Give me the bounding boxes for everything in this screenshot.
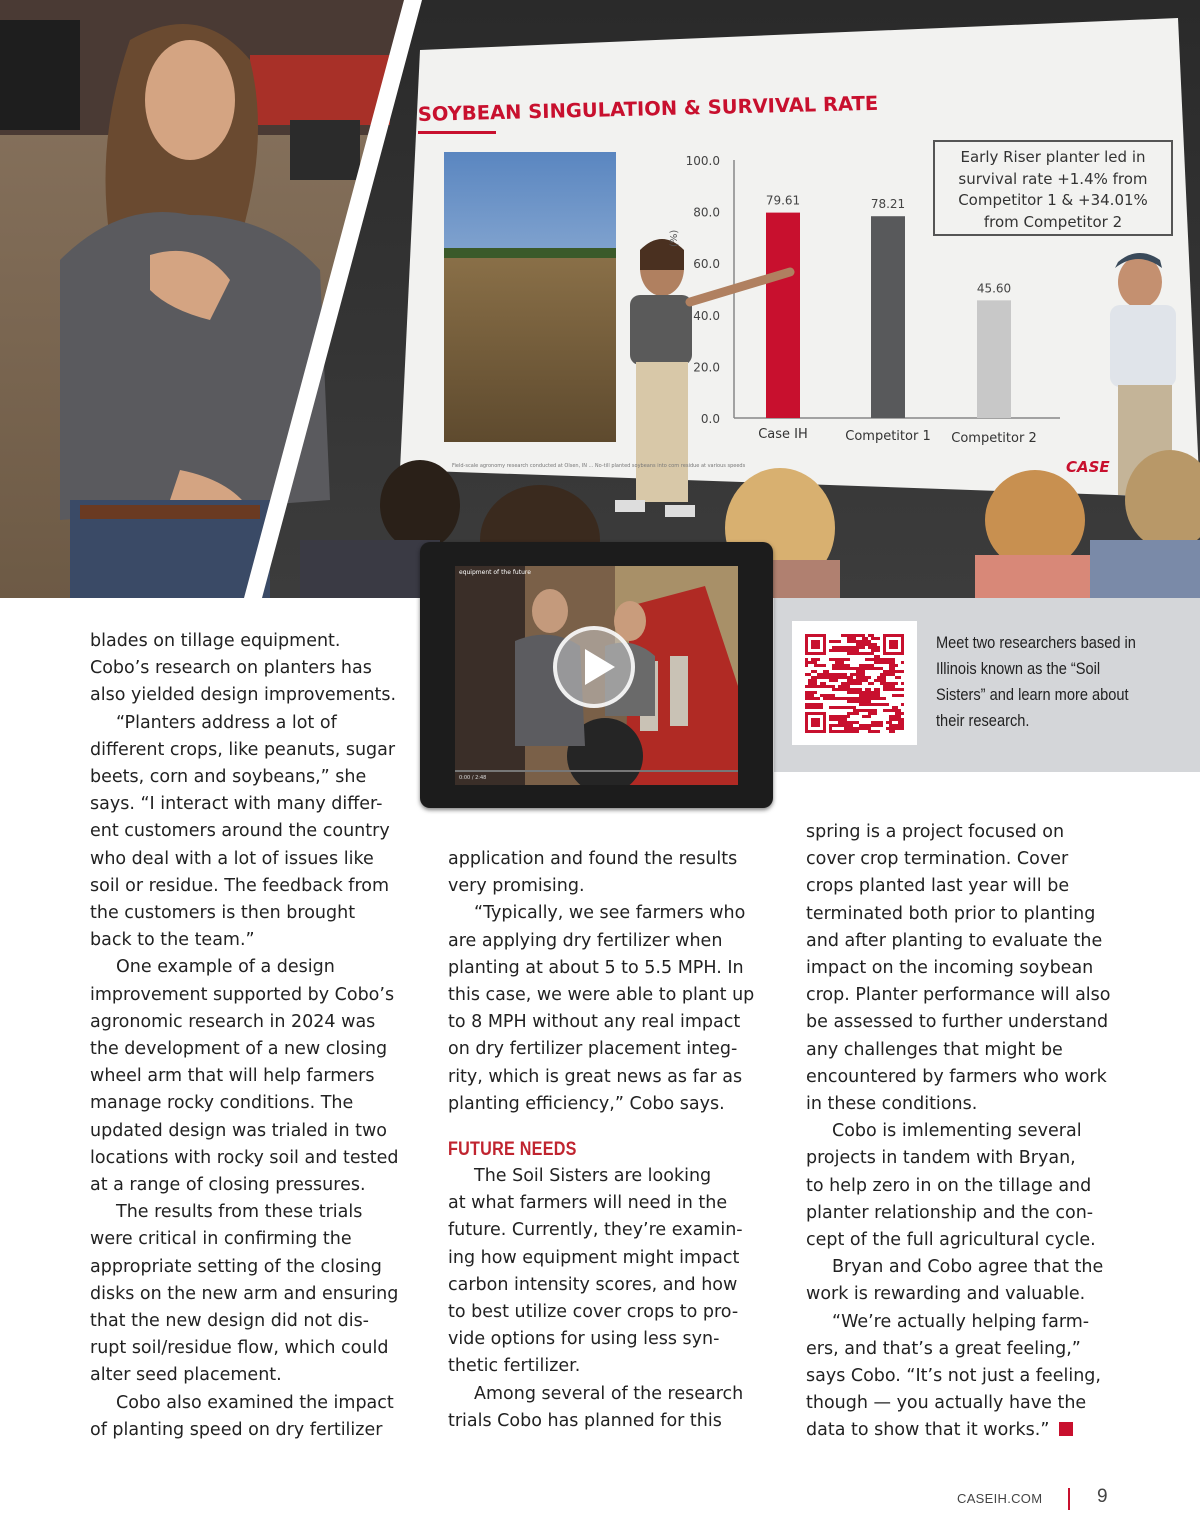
slide-footnote: Field-scale agronomy research conducted at Olsen, IN ... No-till planted soybeans into corn residue at various speeds [452, 463, 746, 469]
text-line-content: application and found the results [448, 849, 738, 869]
text-line [90, 682, 400, 709]
text-line-content: work is rewarding and valuable. [806, 1284, 1086, 1305]
text-line [448, 873, 758, 900]
hero-svg [0, 0, 1200, 598]
chart-y-tick-label: 60.0 [693, 257, 720, 272]
text-line-content: on dry fertilizer placement integ- [448, 1039, 738, 1060]
text-line [90, 1172, 400, 1199]
text-line [448, 1299, 758, 1326]
text-line-content: Bryan and Cobo agree that the [832, 1257, 1104, 1278]
qr-code-card[interactable] [792, 621, 917, 745]
text-line-content: locations with rocky soil and tested [90, 1147, 399, 1168]
text-line-content: who deal with a lot of issues like [90, 848, 374, 869]
text-line-content: The results from these trials [116, 1202, 363, 1223]
qr-caption: Meet two researchers based in Illinois known as the “Soil Sisters” and learn more about their research. [936, 633, 1136, 730]
text-line [90, 710, 400, 737]
text-line [90, 1390, 400, 1417]
text-line [90, 791, 400, 818]
text-line [90, 927, 400, 954]
slide-y-axis-label: (%) [669, 229, 680, 247]
text-line [448, 982, 758, 1009]
text-line [806, 1173, 1116, 1200]
text-line-content: different crops, like peanuts, sugar [90, 739, 396, 760]
text-line-content: to 8 MPH without any real impact [448, 1012, 741, 1033]
text-line-content: wheel arm that will help farmers [90, 1066, 375, 1087]
text-line-content: crop. Planter performance will also [806, 985, 1111, 1006]
text-line-content: The Soil Sisters are looking [474, 1166, 712, 1187]
text-line-content: agronomic research in 2024 was [90, 1011, 376, 1032]
text-line [90, 1199, 400, 1226]
text-line-content: impact on the incoming soybean [806, 958, 1094, 979]
text-line [90, 818, 400, 845]
text-line-content: are applying dry fertilizer when [448, 930, 723, 951]
text-line [90, 655, 400, 682]
text-line-content: back to the team.” [90, 930, 255, 951]
text-line-content: any challenges that might be [806, 1039, 1063, 1060]
chart-bar [766, 213, 800, 418]
text-line [90, 982, 400, 1009]
video-player[interactable] [455, 566, 738, 785]
text-line [806, 982, 1116, 1009]
text-line [448, 1353, 758, 1380]
column-2-part-b [448, 1163, 758, 1435]
video-tablet[interactable] [420, 542, 773, 808]
text-line [806, 1227, 1116, 1254]
text-line-content: soil or residue. The feedback from [90, 875, 390, 896]
text-line-content: that the new design did not dis- [90, 1311, 370, 1332]
text-line-content: planting at about 5 to 5.5 MPH. In [448, 957, 744, 978]
text-line-content: of planting speed on dry fertilizer [90, 1419, 383, 1440]
article-end-mark [1059, 1422, 1073, 1436]
text-line [448, 1091, 758, 1118]
text-line-content: Cobo is imlementing several [832, 1121, 1082, 1142]
text-line-content: vide options for using less syn- [448, 1329, 720, 1350]
video-progress-bar[interactable] [455, 770, 738, 772]
slide-field-photo [444, 152, 616, 442]
text-line-content: to best utilize cover crops to pro- [448, 1302, 739, 1323]
play-button[interactable] [553, 626, 635, 708]
text-line-content: spring is a project focused on [806, 822, 1065, 842]
text-line-content: cover crop termination. Cover [806, 849, 1069, 870]
text-line-content: cept of the full agricultural cycle. [806, 1230, 1096, 1251]
text-line [806, 1145, 1116, 1172]
text-line [90, 737, 400, 764]
chart-value-label: 79.61 [765, 193, 801, 208]
chart-y-tick-label: 40.0 [693, 308, 720, 323]
text-line [90, 846, 400, 873]
text-line-content: encountered by farmers who work [806, 1066, 1107, 1087]
text-line [806, 955, 1116, 982]
text-line-content: Among several of the research [474, 1383, 744, 1404]
text-line [806, 901, 1116, 928]
text-line [90, 1036, 400, 1063]
chart-y-tick-label: 100.0 [685, 154, 720, 168]
text-line-content: this case, we were able to plant up [448, 985, 755, 1006]
text-line-content: be assessed to further understand [806, 1012, 1109, 1033]
text-line-content: manage rocky conditions. The [90, 1093, 354, 1114]
text-line-content: carbon intensity scores, and how [448, 1274, 738, 1295]
text-line [90, 1090, 400, 1117]
text-line-content: future. Currently, they’re examin- [448, 1220, 743, 1241]
text-line-content: at a range of closing pressures. [90, 1175, 366, 1196]
text-line [448, 900, 758, 927]
text-line-content: crops planted last year will be [806, 876, 1070, 897]
chart-y-tick-label: 0.0 [700, 412, 720, 426]
chart-value-label: 45.60 [976, 281, 1012, 296]
text-line-content: blades on tillage equipment. [90, 631, 341, 651]
video-title: equipment of the future [459, 569, 531, 576]
text-line [90, 764, 400, 791]
text-line [448, 1190, 758, 1217]
text-line [90, 954, 400, 981]
text-line [806, 1254, 1116, 1281]
text-line [90, 1254, 400, 1281]
article-column-1 [90, 628, 400, 1444]
article-column-2 [448, 846, 758, 1435]
text-line [448, 1326, 758, 1353]
footer-separator [1068, 1488, 1070, 1510]
text-line [90, 628, 400, 655]
text-line [448, 1381, 758, 1408]
text-line [448, 955, 758, 982]
text-line [448, 1064, 758, 1091]
qr-code-icon[interactable] [805, 634, 904, 733]
text-line-content: the customers is then brought [90, 903, 356, 924]
text-line [806, 1118, 1116, 1145]
text-line [448, 1036, 758, 1063]
text-line-content: rity, which is great news as far as [448, 1066, 743, 1087]
chart-y-tick-label: 80.0 [693, 205, 720, 220]
text-line [90, 1009, 400, 1036]
footer-website[interactable]: CASEIH.COM [957, 1491, 1043, 1506]
text-line [90, 1308, 400, 1335]
text-line [90, 1063, 400, 1090]
page-number: 9 [1097, 1486, 1108, 1507]
text-line [806, 819, 1116, 846]
text-line-content: beets, corn and soybeans,” she [90, 767, 367, 788]
text-line [448, 1245, 758, 1272]
text-line-content: One example of a design [116, 957, 335, 978]
text-line [806, 846, 1116, 873]
text-line-content: rupt soil/residue flow, which could [90, 1338, 389, 1359]
text-line [90, 1118, 400, 1145]
text-line-content: ers, and that’s a great feeling,” [806, 1338, 1081, 1359]
text-line [448, 1272, 758, 1299]
text-line-content: in these conditions. [806, 1094, 978, 1115]
text-line [806, 1390, 1116, 1417]
text-line [448, 846, 758, 873]
text-line-content: “Planters address a lot of [116, 712, 337, 733]
text-line-content: disks on the new arm and ensuring [90, 1283, 399, 1304]
video-timestamp: 0:00 / 2:48 [459, 775, 487, 781]
text-line-content: ing how equipment might impact [448, 1247, 740, 1268]
text-line [90, 1417, 400, 1444]
text-line [90, 1226, 400, 1253]
text-line-content: planter relationship and the con- [806, 1202, 1094, 1223]
text-line [448, 928, 758, 955]
text-line [448, 1163, 758, 1190]
chart-category-label: Competitor 1 [845, 429, 931, 444]
text-line [806, 1009, 1116, 1036]
text-line-content: updated design was trialed in two [90, 1120, 388, 1141]
text-line-content: thetic fertilizer. [448, 1356, 581, 1377]
text-line [806, 1417, 1116, 1444]
text-line-content: improvement supported by Cobo’s [90, 984, 395, 1005]
text-line-content: projects in tandem with Bryan, [806, 1148, 1076, 1169]
section-heading-future-needs: FUTURE NEEDS [448, 1139, 577, 1161]
text-line [806, 1064, 1116, 1091]
text-line-content: the development of a new closing [90, 1039, 388, 1060]
text-line-content: were critical in confirming the [90, 1229, 352, 1250]
slide-brand-logo: CASE [1066, 458, 1110, 476]
play-icon[interactable] [585, 649, 615, 685]
text-line [90, 1362, 400, 1389]
chart-y-tick-label: 20.0 [693, 360, 720, 375]
text-line [90, 900, 400, 927]
text-line-content: though — you actually have the [806, 1393, 1087, 1414]
text-line-content: data to show that it works.” [806, 1420, 1050, 1441]
text-line [806, 928, 1116, 955]
text-line [448, 1217, 758, 1244]
chart-category-label: Competitor 2 [951, 431, 1037, 446]
text-line-content: appropriate setting of the closing [90, 1256, 382, 1277]
text-line [90, 873, 400, 900]
text-line-content: terminated both prior to planting [806, 903, 1096, 924]
chart-bar [977, 300, 1011, 418]
text-line-content: also yielded design improvements. [90, 685, 397, 706]
article-column-3 [806, 819, 1116, 1445]
text-line-content: ent customers around the country [90, 821, 390, 842]
chart-value-label: 78.21 [870, 197, 906, 212]
text-line [806, 1091, 1116, 1118]
text-line-content: alter seed placement. [90, 1365, 282, 1386]
text-line [448, 1408, 758, 1435]
text-line [90, 1335, 400, 1362]
text-line [90, 1281, 400, 1308]
callout-line-2: survival rate +1.4% from [958, 170, 1148, 188]
text-line-content: “Typically, we see farmers who [474, 903, 746, 924]
text-line-content: trials Cobo has planned for this [448, 1410, 722, 1431]
text-line [806, 1037, 1116, 1064]
column-2-part-a [448, 846, 758, 1118]
hero-photo-collage [0, 0, 1200, 598]
callout-line-4: from Competitor 2 [983, 213, 1123, 231]
text-line-content: at what farmers will need in the [448, 1193, 728, 1214]
text-line-content: planting efficiency,” Cobo says. [448, 1093, 725, 1114]
text-line [448, 1009, 758, 1036]
text-line [806, 1200, 1116, 1227]
callout-line-3: Competitor 1 & +34.01% [958, 191, 1148, 209]
text-line-content: Cobo also examined the impact [116, 1392, 394, 1413]
text-line-content: very promising. [448, 876, 585, 897]
chart-category-label: Case IH [758, 427, 808, 442]
text-line-content: “We’re actually helping farm- [832, 1311, 1090, 1332]
text-line-content: Cobo’s research on planters has [90, 658, 372, 679]
slide-title: SOYBEAN SINGULATION & SURVIVAL RATE [417, 91, 879, 126]
text-line-content: says. “I interact with many differ- [90, 794, 383, 815]
text-line [806, 1309, 1116, 1336]
text-line [806, 873, 1116, 900]
text-line [806, 1281, 1116, 1308]
text-line-content: to help zero in on the tillage and [806, 1175, 1092, 1196]
text-line-content: and after planting to evaluate the [806, 930, 1103, 951]
text-line [806, 1363, 1116, 1390]
text-line-content: says Cobo. “It’s not just a feeling, [806, 1366, 1101, 1387]
chart-bar [871, 216, 905, 418]
callout-line-1: Early Riser planter led in [960, 148, 1146, 166]
text-line [806, 1336, 1116, 1363]
text-line [90, 1145, 400, 1172]
